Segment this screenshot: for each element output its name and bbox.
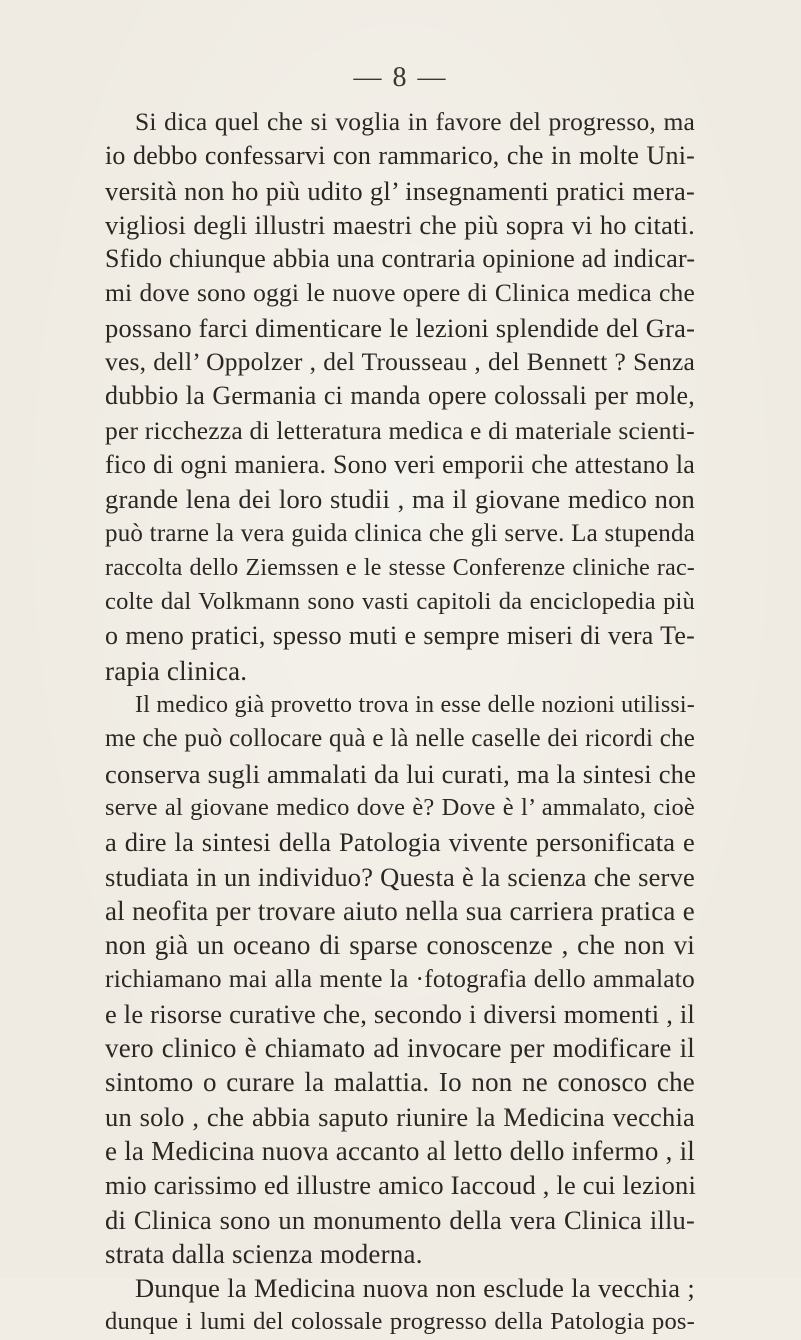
text-line: Il medico già provetto trova in esse delle nozioni utilissi- xyxy=(135,692,695,719)
text-line: possano farci dimenticare le lezioni splendide del Gra- xyxy=(105,312,696,343)
text-line: o meno pratici, spesso muti e sempre miseri di vera Te- xyxy=(105,621,695,651)
text-line: al neofita per trovare aiuto nella sua carriera pratica e xyxy=(105,895,695,926)
text-line: studiata in un individuo? Questa è la scienza che serve xyxy=(105,861,695,892)
text-line: fico di ogni maniera. Sono veri emporii che attestano la xyxy=(105,449,695,479)
text-line: per ricchezza di letteratura medica e di materiale scienti- xyxy=(105,415,695,445)
text-line: grande lena dei loro studii , ma il giovane medico non xyxy=(105,484,695,515)
text-line: a dire la sintesi della Patologia vivente personificata e xyxy=(105,827,695,858)
text-line: e le risorse curative che, secondo i diversi momenti , il xyxy=(105,998,695,1029)
text-line: dunque i lumi del colossale progresso della Patologia pos- xyxy=(105,1308,695,1336)
text-line: può trarne la vera guida clinica che gli serve. La stupenda xyxy=(105,519,695,547)
text-line: sintomo o curare la malattia. Io non ne conosco che xyxy=(105,1067,695,1098)
text-line: Dunque la Medicina nuova non esclude la vecchia ; xyxy=(135,1273,695,1304)
text-line: me che può collocare quà e là nelle caselle dei ricordi che xyxy=(105,725,695,753)
text-line: versità non ho più udito gl’ insegnamenti pratici mera- xyxy=(105,175,695,206)
text-line: e la Medicina nuova accanto al letto dello infermo , il xyxy=(105,1135,695,1166)
text-line: vigliosi degli illustri maestri che più sopra vi ho citati. xyxy=(105,209,695,240)
text-line: Sfido chiunque abbia una contraria opinione ad indicar- xyxy=(105,244,696,274)
text-line: rapia clinica. xyxy=(105,655,248,686)
text-line: vero clinico è chiamato ad invocare per modificare il xyxy=(105,1033,695,1064)
text-line: colte dal Volkmann sono vasti capitoli da enciclopedia più xyxy=(105,588,695,616)
body-text xyxy=(105,105,695,1340)
text-line: Si dica quel che si voglia in favore del progresso, ma xyxy=(135,107,695,136)
text-line: dubbio la Germania ci manda opere colossali per mole, xyxy=(105,381,695,411)
text-line: non già un oceano di sparse conoscenze , che non vi xyxy=(105,930,695,961)
text-line: mi dove sono oggi le nuove opere di Clinica medica che xyxy=(105,278,695,308)
text-line: ves, dell’ Oppolzer , del Trousseau , del Bennett ? Senza xyxy=(105,347,695,377)
text-line: conserva sugli ammalati da lui curati, ma la sintesi che xyxy=(105,758,697,789)
text-line: io debbo confessarvi con rammarico, che in molte Uni- xyxy=(105,141,695,171)
text-line: serve al giovane medico dove è? Dove è l’ ammalato, cioè xyxy=(105,793,695,821)
text-line: mio carissimo ed illustre amico Iaccoud , le cui lezioni xyxy=(105,1170,697,1201)
text-line: raccolta dello Ziemssen e le stesse Conferenze cliniche rac- xyxy=(105,554,695,581)
text-line: strata dalla scienza moderna. xyxy=(105,1238,423,1269)
page-number: — 8 — xyxy=(353,62,448,93)
text-line: di Clinica sono un monumento della vera Clinica illu- xyxy=(105,1204,695,1235)
text-line: richiamano mai alla mente la ·fotografia dello ammalato xyxy=(105,964,695,994)
text-line: un solo , che abbia saputo riunire la Medicina vecchia xyxy=(105,1101,695,1132)
